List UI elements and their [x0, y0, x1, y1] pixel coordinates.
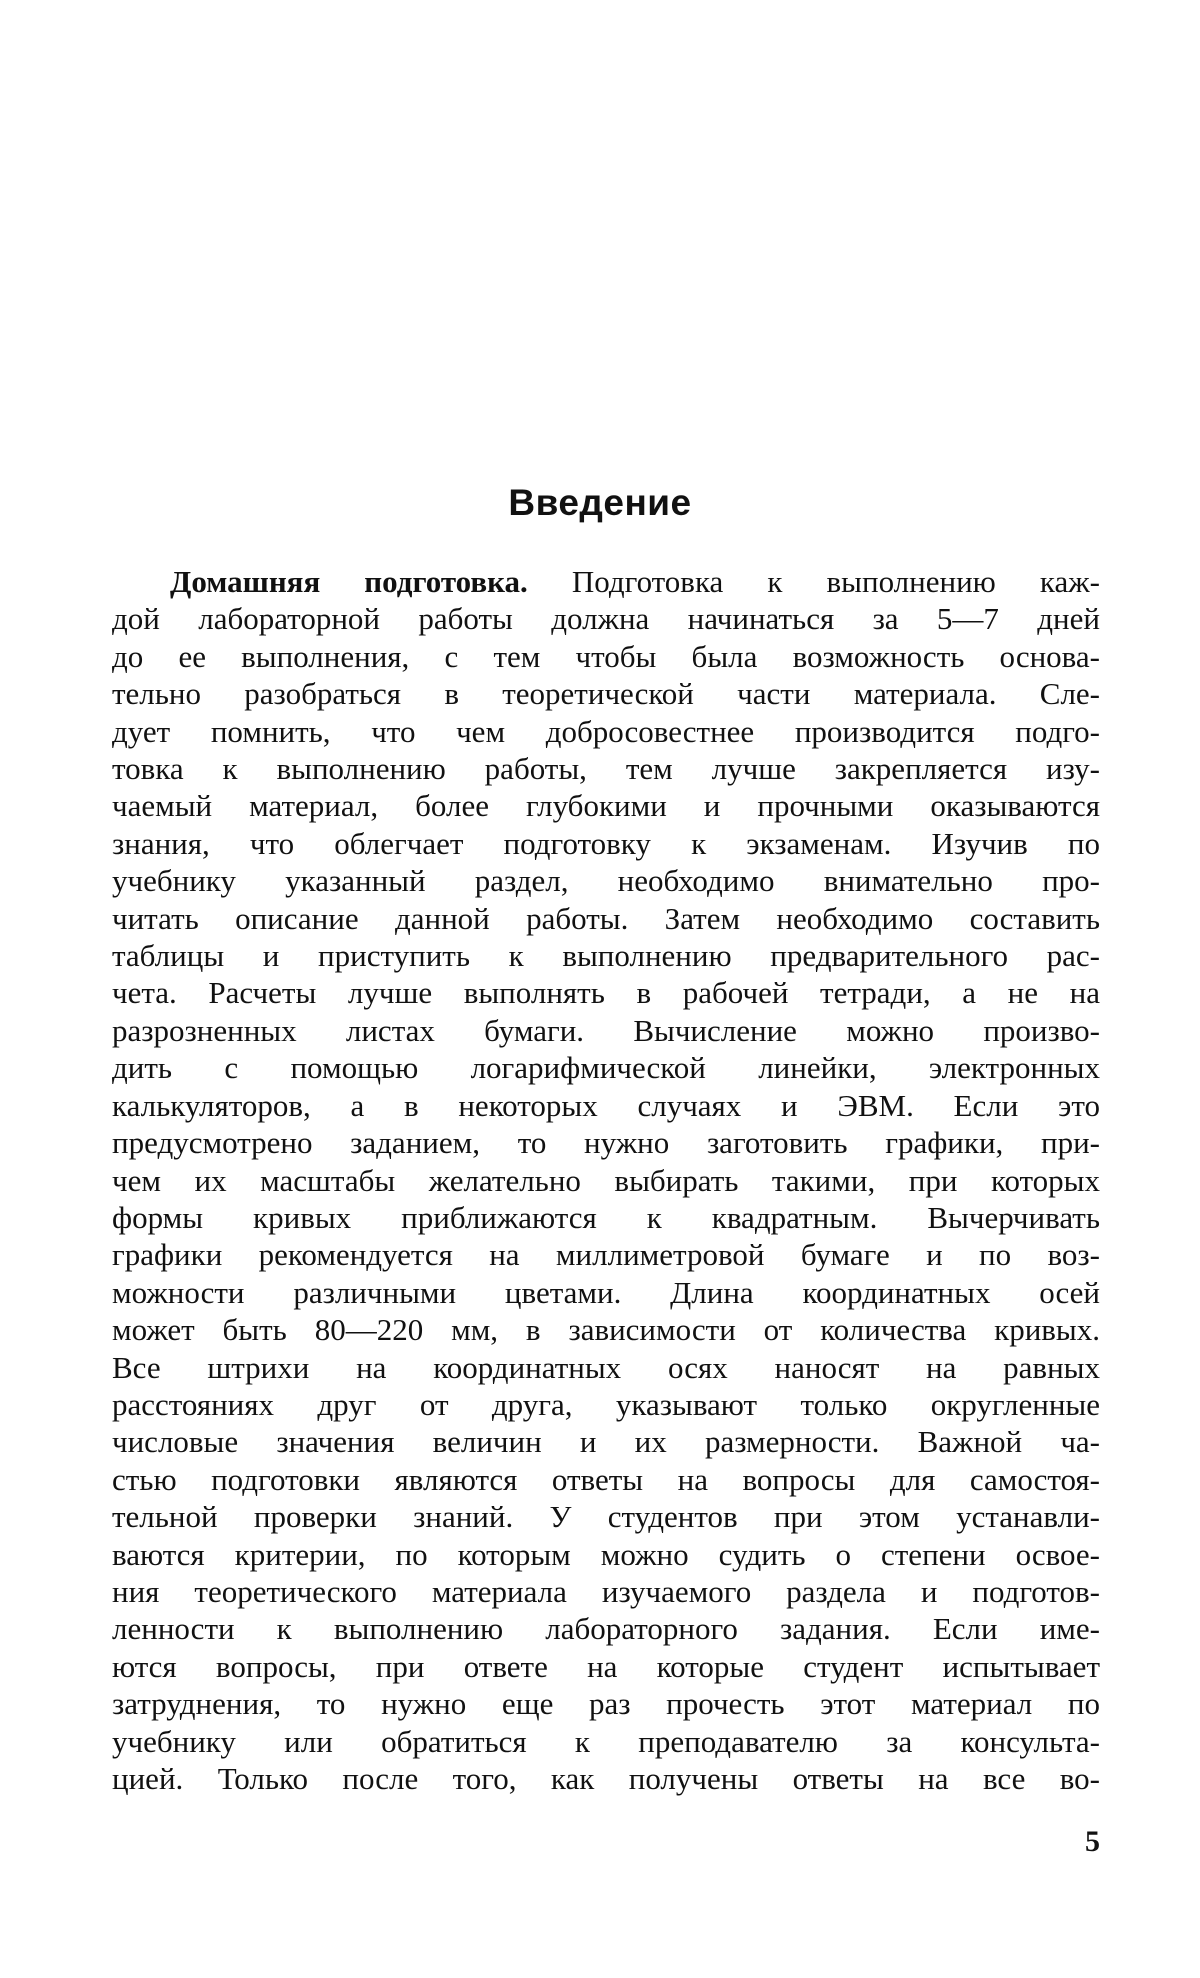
paragraph-line: до ее выполнения, с тем чтобы была возможность основа-	[112, 638, 1100, 675]
paragraph-line: ваются критерии, по которым можно судить о степени освое-	[112, 1536, 1100, 1573]
paragraph-line: чета. Расчеты лучше выполнять в рабочей тетради, а не на	[112, 974, 1100, 1011]
paragraph-line: расстояниях друг от друга, указывают только округленные	[112, 1386, 1100, 1423]
paragraph-line: графики рекомендуется на миллиметровой бумаге и по воз-	[112, 1236, 1100, 1273]
paragraph-line: чаемый материал, более глубокими и прочными оказываются	[112, 787, 1100, 824]
paragraph-line-text: Подготовка к выполнению каж-	[528, 564, 1100, 599]
paragraph-line: учебнику указанный раздел, необходимо внимательно про-	[112, 862, 1100, 899]
paragraph-line: Все штрихи на координатных осях наносят на равных	[112, 1349, 1100, 1386]
paragraph-line: можности различными цветами. Длина координатных осей	[112, 1274, 1100, 1311]
paragraph-line: дить с помощью логарифмической линейки, электронных	[112, 1049, 1100, 1086]
paragraph-line: дой лабораторной работы должна начинаться за 5—7 дней	[112, 600, 1100, 637]
paragraph-line: тельно разобраться в теоретической части материала. Сле-	[112, 675, 1100, 712]
paragraph-line: разрозненных листах бумаги. Вычисление можно произво-	[112, 1012, 1100, 1049]
paragraph-line: ния теоретического материала изучаемого раздела и подготов-	[112, 1573, 1100, 1610]
body-paragraph	[112, 563, 1100, 1797]
paragraph-line: предусмотрено заданием, то нужно заготовить графики, при-	[112, 1124, 1100, 1161]
paragraph-line	[112, 563, 1100, 600]
paragraph-line: числовые значения величин и их размерности. Важной ча-	[112, 1423, 1100, 1460]
paragraph-line: формы кривых приближаются к квадратным. Вычерчивать	[112, 1199, 1100, 1236]
paragraph-line: тельной проверки знаний. У студентов при этом устанавли-	[112, 1498, 1100, 1535]
paragraph-line: таблицы и приступить к выполнению предварительного рас-	[112, 937, 1100, 974]
page-number: 5	[1085, 1825, 1100, 1859]
paragraph-line: дует помнить, что чем добросовестнее производится подго-	[112, 713, 1100, 750]
paragraph-line: чем их масштабы желательно выбирать такими, при которых	[112, 1162, 1100, 1199]
paragraph-line: калькуляторов, а в некоторых случаях и ЭВМ. Если это	[112, 1087, 1100, 1124]
paragraph-line: может быть 80—220 мм, в зависимости от количества кривых.	[112, 1311, 1100, 1348]
paragraph-line: стью подготовки являются ответы на вопросы для самостоя-	[112, 1461, 1100, 1498]
lead-in-phrase: Домашняя подготовка.	[170, 564, 528, 599]
paragraph-line: знания, что облегчает подготовку к экзаменам. Изучив по	[112, 825, 1100, 862]
paragraph-line: товка к выполнению работы, тем лучше закрепляется изу-	[112, 750, 1100, 787]
paragraph-line: ются вопросы, при ответе на которые студент испытывает	[112, 1648, 1100, 1685]
section-heading: Введение	[0, 482, 1200, 524]
paragraph-line: ленности к выполнению лабораторного задания. Если име-	[112, 1610, 1100, 1647]
paragraph-line: учебнику или обратиться к преподавателю за консульта-	[112, 1723, 1100, 1760]
book-page	[0, 0, 1200, 1978]
paragraph-line: затруднения, то нужно еще раз прочесть этот материал по	[112, 1685, 1100, 1722]
paragraph-line: цией. Только после того, как получены ответы на все во-	[112, 1760, 1100, 1797]
paragraph-line: читать описание данной работы. Затем необходимо составить	[112, 900, 1100, 937]
